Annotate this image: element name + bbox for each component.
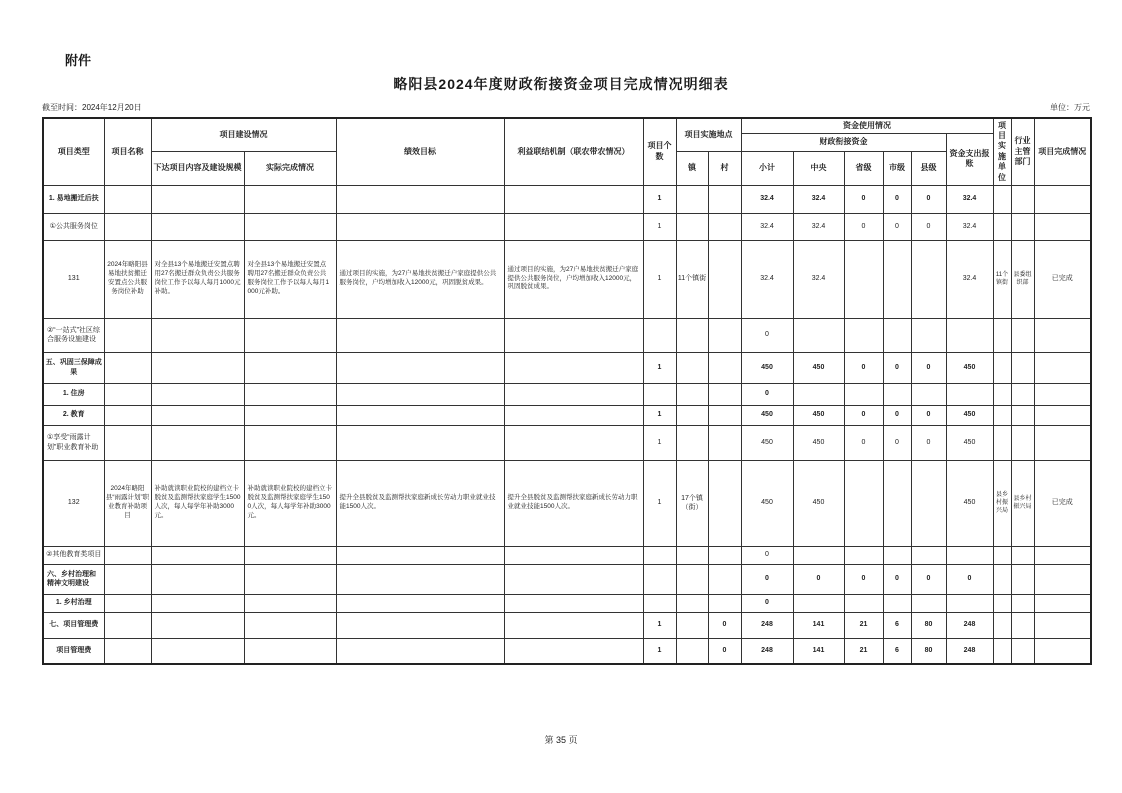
cell-perf	[336, 638, 504, 664]
col-header-municipal: 市级	[883, 151, 911, 185]
col-header-construction-group: 项目建设情况	[151, 118, 336, 151]
cell-county: 0	[911, 185, 946, 213]
cell-expense	[946, 318, 993, 352]
table-row	[43, 405, 1091, 425]
cell-perf	[336, 405, 504, 425]
cell-muni	[883, 460, 911, 546]
cell-subtotal: 248	[741, 612, 793, 638]
cell-cnt: 1	[643, 638, 676, 664]
cell-unit	[993, 213, 1011, 240]
cell-content	[151, 318, 244, 352]
cell-cnt	[643, 546, 676, 564]
cell-prov: 21	[844, 612, 883, 638]
cell-cnt: 1	[643, 425, 676, 460]
cell-central: 32.4	[793, 213, 844, 240]
cell-county: 0	[911, 352, 946, 383]
cell-content	[151, 546, 244, 564]
cell-actual	[244, 546, 336, 564]
cell-prov: 0	[844, 564, 883, 594]
cell-cnt: 1	[643, 240, 676, 318]
cell-county	[911, 460, 946, 546]
col-header-completion-status: 项目完成情况	[1034, 118, 1091, 185]
cell-village: 0	[708, 638, 741, 664]
cell-muni	[883, 240, 911, 318]
page-title: 略阳县2024年度财政衔接资金项目完成情况明细表	[393, 76, 729, 92]
cell-subtotal: 450	[741, 405, 793, 425]
as-of-date: 截至时间：2024年12月20日	[42, 103, 142, 112]
cell-link	[504, 612, 643, 638]
col-header-benefit-linkage: 利益联结机制（联农带农情况）	[504, 118, 643, 185]
table-row	[43, 185, 1091, 213]
cell-muni: 0	[883, 185, 911, 213]
cell-central: 450	[793, 405, 844, 425]
cell-link	[504, 213, 643, 240]
cell-link	[504, 546, 643, 564]
cell-actual	[244, 185, 336, 213]
cell-status	[1034, 638, 1091, 664]
cell-type: 项目管理费	[43, 638, 104, 664]
cell-cnt: 1	[643, 612, 676, 638]
col-header-central: 中央	[793, 151, 844, 185]
cell-name	[104, 405, 151, 425]
cell-town	[676, 425, 708, 460]
cell-village	[708, 564, 741, 594]
cell-name	[104, 352, 151, 383]
cell-perf	[336, 594, 504, 612]
cell-expense: 32.4	[946, 185, 993, 213]
cell-village: 0	[708, 612, 741, 638]
cell-name	[104, 383, 151, 405]
table-row	[43, 352, 1091, 383]
cell-type: 七、项目管理费	[43, 612, 104, 638]
cell-name	[104, 185, 151, 213]
cell-actual	[244, 425, 336, 460]
cell-actual	[244, 318, 336, 352]
cell-link	[504, 352, 643, 383]
cell-village	[708, 594, 741, 612]
cell-dept	[1011, 213, 1034, 240]
cell-town	[676, 383, 708, 405]
cell-perf: 提升全县脱贫及监测帮扶家庭新成长劳动力职业就业技能1500人次。	[336, 460, 504, 546]
cell-name	[104, 594, 151, 612]
cell-town	[676, 546, 708, 564]
cell-type: 1. 住房	[43, 383, 104, 405]
cell-link	[504, 383, 643, 405]
cell-subtotal: 450	[741, 352, 793, 383]
cell-type: ①享受“雨露计划”职业教育补助	[43, 425, 104, 460]
cell-status: 已完成	[1034, 240, 1091, 318]
cell-name	[104, 612, 151, 638]
cell-town	[676, 185, 708, 213]
cell-prov	[844, 383, 883, 405]
cell-muni: 0	[883, 405, 911, 425]
col-header-performance-goal: 绩效目标	[336, 118, 504, 185]
cell-type: 1. 易地搬迁后扶	[43, 185, 104, 213]
cell-type: 1. 乡村治理	[43, 594, 104, 612]
cell-cnt: 1	[643, 213, 676, 240]
cell-unit: 11个镇街	[993, 240, 1011, 318]
cell-prov	[844, 240, 883, 318]
cell-content	[151, 383, 244, 405]
cell-dept: 县委组织部	[1011, 240, 1034, 318]
cell-unit	[993, 546, 1011, 564]
cell-county: 0	[911, 405, 946, 425]
cell-content: 对全县13个易地搬迁安置点聘用27名搬迁群众负责公共服务岗位工作予以每人每月1000元补助。	[151, 240, 244, 318]
cell-name	[104, 213, 151, 240]
cell-village	[708, 405, 741, 425]
cell-perf	[336, 425, 504, 460]
cell-village	[708, 383, 741, 405]
cell-dept	[1011, 405, 1034, 425]
cell-actual	[244, 638, 336, 664]
col-header-fiscal-funds-group: 财政衔接资金	[741, 133, 946, 151]
cell-village	[708, 352, 741, 383]
cell-content	[151, 352, 244, 383]
cell-central	[793, 383, 844, 405]
cell-actual	[244, 213, 336, 240]
cell-muni: 0	[883, 425, 911, 460]
cell-central	[793, 546, 844, 564]
cell-link	[504, 594, 643, 612]
cell-status	[1034, 213, 1091, 240]
cell-county	[911, 383, 946, 405]
cell-dept	[1011, 352, 1034, 383]
cell-cnt: 1	[643, 405, 676, 425]
cell-unit	[993, 425, 1011, 460]
cell-central: 141	[793, 612, 844, 638]
cell-expense	[946, 546, 993, 564]
cell-town	[676, 405, 708, 425]
attachment-label: 附件	[65, 53, 92, 68]
cell-status	[1034, 612, 1091, 638]
cell-expense: 450	[946, 352, 993, 383]
cell-content	[151, 185, 244, 213]
table-row	[43, 240, 1091, 318]
cell-name	[104, 546, 151, 564]
cell-dept	[1011, 564, 1034, 594]
cell-prov: 0	[844, 425, 883, 460]
cell-prov: 0	[844, 405, 883, 425]
cell-link	[504, 405, 643, 425]
col-header-implementing-unit: 项目实施单位	[993, 118, 1011, 185]
cell-content	[151, 425, 244, 460]
cell-unit	[993, 405, 1011, 425]
cell-subtotal: 0	[741, 564, 793, 594]
cell-village	[708, 546, 741, 564]
cell-county: 80	[911, 612, 946, 638]
cell-prov	[844, 460, 883, 546]
cell-type: 六、乡村治理和精神文明建设	[43, 564, 104, 594]
cell-unit	[993, 638, 1011, 664]
cell-expense: 450	[946, 425, 993, 460]
cell-village	[708, 425, 741, 460]
cell-central	[793, 594, 844, 612]
col-header-competent-dept: 行业主管部门	[1011, 118, 1034, 185]
cell-dept	[1011, 594, 1034, 612]
cell-cnt: 1	[643, 352, 676, 383]
cell-muni: 6	[883, 612, 911, 638]
cell-name	[104, 318, 151, 352]
cell-county	[911, 240, 946, 318]
cell-dept	[1011, 383, 1034, 405]
table-row	[43, 594, 1091, 612]
cell-link	[504, 185, 643, 213]
cell-town: 11个镇街	[676, 240, 708, 318]
cell-status	[1034, 318, 1091, 352]
page-number: 第 35 页	[544, 735, 578, 745]
cell-perf: 通过项目的实施，为27户易地扶贫搬迁户家庭提供公共服务岗位，户均增加收入12000元，巩固脱贫成果。	[336, 240, 504, 318]
cell-town	[676, 318, 708, 352]
col-header-fund-usage-group: 资金使用情况	[741, 118, 993, 133]
cell-subtotal: 450	[741, 425, 793, 460]
cell-expense	[946, 383, 993, 405]
cell-prov: 0	[844, 352, 883, 383]
col-header-content-scale: 下达项目内容及建设规模	[151, 151, 244, 185]
cell-link: 提升全县脱贫及监测帮扶家庭新成长劳动力职业就业技能1500人次。	[504, 460, 643, 546]
cell-expense: 32.4	[946, 240, 993, 318]
cell-muni	[883, 383, 911, 405]
cell-subtotal: 248	[741, 638, 793, 664]
cell-actual	[244, 405, 336, 425]
cell-county: 0	[911, 213, 946, 240]
cell-link	[504, 638, 643, 664]
table-row	[43, 546, 1091, 564]
cell-link	[504, 318, 643, 352]
cell-central: 450	[793, 352, 844, 383]
cell-content	[151, 612, 244, 638]
cell-town	[676, 594, 708, 612]
cell-name	[104, 638, 151, 664]
cell-perf	[336, 612, 504, 638]
cell-type: 132	[43, 460, 104, 546]
cell-central: 32.4	[793, 185, 844, 213]
col-header-project-count: 项目个数	[643, 118, 676, 185]
cell-prov: 21	[844, 638, 883, 664]
cell-subtotal: 0	[741, 383, 793, 405]
cell-dept	[1011, 185, 1034, 213]
meta-row	[42, 102, 1090, 113]
col-header-expense-reimbursement: 资金支出报账	[946, 133, 993, 185]
cell-actual: 对全县13个易地搬迁安置点聘用27名搬迁群众负责公共服务岗位工作予以每人每月1000元补助。	[244, 240, 336, 318]
col-header-village: 村	[708, 151, 741, 185]
cell-subtotal: 32.4	[741, 213, 793, 240]
cell-muni: 0	[883, 352, 911, 383]
col-header-project-type: 项目类型	[43, 118, 104, 185]
cell-subtotal: 0	[741, 594, 793, 612]
cell-unit	[993, 185, 1011, 213]
cell-expense: 32.4	[946, 213, 993, 240]
cell-expense: 248	[946, 638, 993, 664]
cell-dept	[1011, 638, 1034, 664]
cell-central: 141	[793, 638, 844, 664]
cell-prov: 0	[844, 185, 883, 213]
cell-cnt	[643, 594, 676, 612]
table-row	[43, 383, 1091, 405]
cell-dept	[1011, 546, 1034, 564]
table-row	[43, 612, 1091, 638]
projects-table	[42, 117, 1092, 665]
cell-town	[676, 612, 708, 638]
cell-perf	[336, 564, 504, 594]
col-header-location-group: 项目实施地点	[676, 118, 741, 151]
cell-content	[151, 405, 244, 425]
cell-dept	[1011, 318, 1034, 352]
cell-expense: 450	[946, 405, 993, 425]
cell-expense: 248	[946, 612, 993, 638]
cell-expense: 450	[946, 460, 993, 546]
cell-status	[1034, 383, 1091, 405]
cell-name	[104, 564, 151, 594]
cell-village	[708, 185, 741, 213]
cell-dept: 县乡村振兴局	[1011, 460, 1034, 546]
col-header-town: 镇	[676, 151, 708, 185]
cell-content	[151, 638, 244, 664]
cell-status: 已完成	[1034, 460, 1091, 546]
cell-link: 通过项目的实施，为27户易地扶贫搬迁户家庭提供公共服务岗位，户均增加收入12000元，巩固脱贫成果。	[504, 240, 643, 318]
cell-type: 五、巩固三保障成果	[43, 352, 104, 383]
cell-muni	[883, 594, 911, 612]
cell-status	[1034, 546, 1091, 564]
cell-actual	[244, 352, 336, 383]
cell-village	[708, 460, 741, 546]
cell-status	[1034, 425, 1091, 460]
col-header-project-name: 项目名称	[104, 118, 151, 185]
cell-link	[504, 564, 643, 594]
cell-actual	[244, 594, 336, 612]
cell-perf	[336, 213, 504, 240]
cell-muni: 0	[883, 213, 911, 240]
table-row	[43, 638, 1091, 664]
cell-unit	[993, 352, 1011, 383]
cell-content	[151, 213, 244, 240]
cell-muni: 6	[883, 638, 911, 664]
cell-perf	[336, 352, 504, 383]
cell-unit	[993, 383, 1011, 405]
table-row	[43, 564, 1091, 594]
cell-subtotal: 450	[741, 460, 793, 546]
cell-perf	[336, 318, 504, 352]
cell-cnt: 1	[643, 460, 676, 546]
cell-muni	[883, 318, 911, 352]
cell-name	[104, 425, 151, 460]
cell-central	[793, 318, 844, 352]
cell-cnt	[643, 564, 676, 594]
cell-perf	[336, 185, 504, 213]
cell-expense: 0	[946, 564, 993, 594]
table-row	[43, 460, 1091, 546]
cell-village	[708, 240, 741, 318]
cell-town	[676, 352, 708, 383]
cell-village	[708, 318, 741, 352]
cell-village	[708, 213, 741, 240]
cell-subtotal: 32.4	[741, 185, 793, 213]
cell-status	[1034, 405, 1091, 425]
cell-unit	[993, 612, 1011, 638]
cell-actual: 补助就读职业院校的建档立卡脱贫及监测帮扶家庭学生1500人次，每人每学年补助3000元。	[244, 460, 336, 546]
cell-content	[151, 594, 244, 612]
cell-status	[1034, 564, 1091, 594]
col-header-actual-completion: 实际完成情况	[244, 151, 336, 185]
cell-county	[911, 318, 946, 352]
cell-type: ②“一站式”社区综合服务设施建设	[43, 318, 104, 352]
cell-town	[676, 638, 708, 664]
cell-town	[676, 213, 708, 240]
table-row	[43, 318, 1091, 352]
cell-dept	[1011, 425, 1034, 460]
cell-actual	[244, 564, 336, 594]
cell-content: 补助就读职业院校的建档立卡脱贫及监测帮扶家庭学生1500人次，每人每学年补助3000元。	[151, 460, 244, 546]
cell-muni	[883, 546, 911, 564]
cell-central: 450	[793, 425, 844, 460]
cell-actual	[244, 383, 336, 405]
table-row	[43, 425, 1091, 460]
cell-county: 80	[911, 638, 946, 664]
cell-central: 0	[793, 564, 844, 594]
cell-cnt	[643, 383, 676, 405]
cell-expense	[946, 594, 993, 612]
cell-unit	[993, 318, 1011, 352]
table-row	[43, 213, 1091, 240]
col-header-county: 县级	[911, 151, 946, 185]
cell-type: 131	[43, 240, 104, 318]
cell-cnt: 1	[643, 185, 676, 213]
cell-subtotal: 32.4	[741, 240, 793, 318]
cell-town	[676, 564, 708, 594]
cell-unit	[993, 594, 1011, 612]
cell-subtotal: 0	[741, 546, 793, 564]
cell-dept	[1011, 612, 1034, 638]
cell-perf	[336, 383, 504, 405]
cell-name: 2024年略阳县“雨露计划”职业教育补助项目	[104, 460, 151, 546]
cell-muni: 0	[883, 564, 911, 594]
cell-prov	[844, 318, 883, 352]
cell-link	[504, 425, 643, 460]
cell-central: 450	[793, 460, 844, 546]
cell-town: 17个镇（街）	[676, 460, 708, 546]
table-body	[43, 185, 1091, 664]
cell-actual	[244, 612, 336, 638]
cell-prov	[844, 594, 883, 612]
cell-type: ①公共服务岗位	[43, 213, 104, 240]
cell-county	[911, 546, 946, 564]
col-header-provincial: 省级	[844, 151, 883, 185]
cell-prov: 0	[844, 213, 883, 240]
cell-county: 0	[911, 564, 946, 594]
table-header	[43, 118, 1091, 185]
cell-type: ②其他教育类项目	[43, 546, 104, 564]
cell-county: 0	[911, 425, 946, 460]
cell-status	[1034, 185, 1091, 213]
cell-status	[1034, 352, 1091, 383]
cell-subtotal: 0	[741, 318, 793, 352]
cell-prov	[844, 546, 883, 564]
cell-content	[151, 564, 244, 594]
cell-unit	[993, 564, 1011, 594]
cell-county	[911, 594, 946, 612]
cell-status	[1034, 594, 1091, 612]
unit-note: 单位：万元	[1050, 103, 1090, 112]
cell-unit: 县乡村振兴局	[993, 460, 1011, 546]
cell-type: 2. 教育	[43, 405, 104, 425]
cell-name: 2024年略阳县易地扶贫搬迁安置点公共服务岗位补助	[104, 240, 151, 318]
cell-cnt	[643, 318, 676, 352]
col-header-subtotal: 小计	[741, 151, 793, 185]
cell-central: 32.4	[793, 240, 844, 318]
cell-perf	[336, 546, 504, 564]
